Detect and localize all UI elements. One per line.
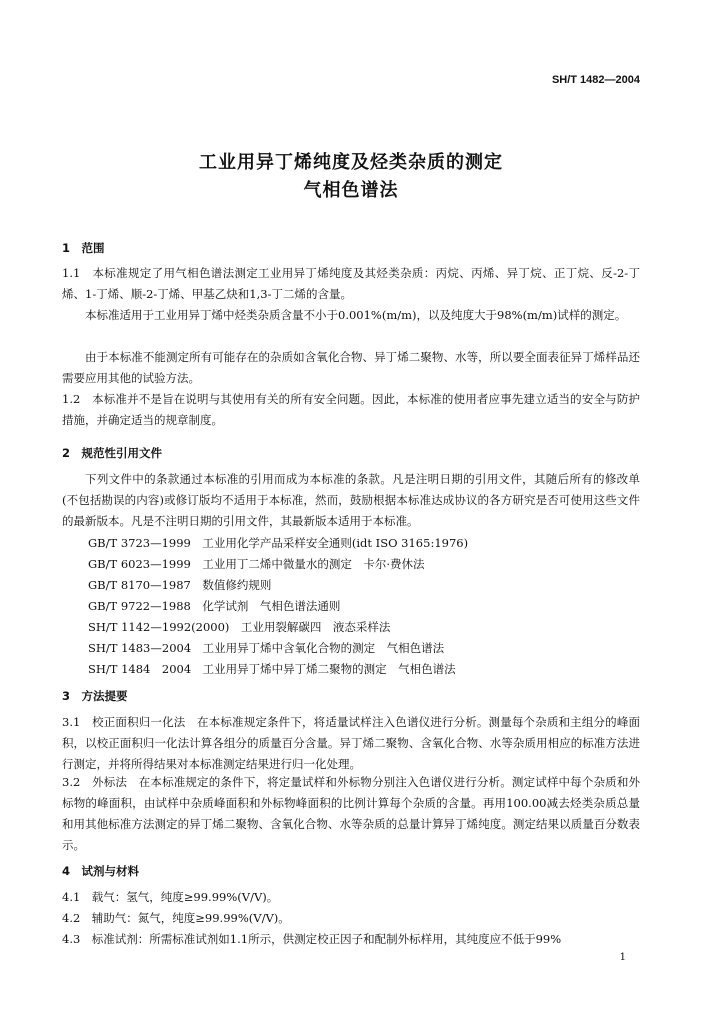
clause-1-1-applicability: 本标准适用于工业用异丁烯中烃类杂质含量不小于0.001%(m/m)，以及纯度大于98%(m/m)试样的测定。 xyxy=(85,308,627,322)
clause-4-3: 4.3 标准试剂：所需标准试剂如1.1所示，供测定校正因子和配制外标样用，其纯度应不低于99% xyxy=(62,932,562,946)
clause-1-2: 1.2 本标准并不是旨在说明与其使用有关的所有安全问题。因此，本标准的使用者应事先建立适当的安全与防护措施，并确定适当的规章制度。 xyxy=(62,392,640,427)
clause-3-1: 3.1 校正面积归一化法 在本标准规定条件下，将适量试样注入色谱仪进行分析。测量每个杂质和主组分的峰面积，以校正面积归一化法计算各组分的质量百分含量。异丁烯二聚物、含氧化合物、水等杂质用相应的标准方法进行测定，并将所得结果对本标准测定结果进行归一化处理。 xyxy=(62,715,640,771)
document-title: 工业用异丁烯纯度及烃类杂质的测定 xyxy=(199,152,503,173)
section-3-heading: 3 方法提要 xyxy=(62,689,128,703)
normative-references-intro: 下列文件中的条款通过本标准的引用而成为本标准的条款。凡是注明日期的引用文件，其随后所有的修改单(不包括勘误的内容)或修订版均不适用于本标准，然而，鼓励根据本标准达成协议的各方研究是否可使用这些文件的最新版本。凡是不注明日期的引用文件，其最新版本适用于本标准。 xyxy=(62,472,640,528)
clause-1-1: 1.1 本标准规定了用气相色谱法测定工业用异丁烯纯度及其烃类杂质：丙烷、丙烯、异丁烷、正丁烷、反-2-丁烯、1-丁烯、顺-2-丁烯、甲基乙炔和1,3-丁二烯的含量。 xyxy=(62,266,640,301)
page-number: 1 xyxy=(619,952,626,963)
standard-number: SH/T 1482—2004 xyxy=(551,74,640,86)
reference-item: GB/T 9722—1988 化学试剂 气相色谱法通则 xyxy=(88,599,341,613)
section-4-heading: 4 试剂与材料 xyxy=(62,864,140,878)
reference-item: GB/T 3723—1999 工业用化学产品采样安全通则(idt ISO 3165:1976) xyxy=(88,536,469,550)
section-1-heading: 1 范围 xyxy=(62,241,105,255)
document-subtitle: 气相色谱法 xyxy=(303,180,399,201)
clause-4-2: 4.2 辅助气：氮气，纯度≥99.99%(V/V)。 xyxy=(62,911,290,925)
clause-4-1: 4.1 载气：氢气，纯度≥99.99%(V/V)。 xyxy=(62,890,279,904)
reference-item: SH/T 1142—1992(2000) 工业用裂解碳四 液态采样法 xyxy=(88,620,391,634)
reference-item: GB/T 6023—1999 工业用丁二烯中微量水的测定 卡尔·费休法 xyxy=(88,557,425,571)
clause-3-2: 3.2 外标法 在本标准规定的条件下，将定量试样和外标物分别注入色谱仪进行分析。测定试样中每个杂质和外标物的峰面积，由试样中杂质峰面积和外标物峰面积的比例计算每个杂质的含量。再用100.00减去烃类杂质总量和用其他标准方法测定的异丁烯二聚物、含氧化合物、水等杂质的总量计算异丁烯纯度。测定结果以质量百分数表示。 xyxy=(62,775,640,852)
reference-item: SH/T 1483—2004 工业用异丁烯中含氧化合物的测定 气相色谱法 xyxy=(88,641,445,655)
reference-item: SH/T 1484 2004 工业用异丁烯中异丁烯二聚物的测定 气相色谱法 xyxy=(88,662,456,676)
reference-item: GB/T 8170—1987 数值修约规则 xyxy=(88,578,272,592)
section-2-heading: 2 规范性引用文件 xyxy=(62,446,163,460)
clause-1-1-limitation: 由于本标准不能测定所有可能存在的杂质如含氧化合物、异丁烯二聚物、水等，所以要全面表征异丁烯样品还需要应用其他的试验方法。 xyxy=(62,350,640,385)
